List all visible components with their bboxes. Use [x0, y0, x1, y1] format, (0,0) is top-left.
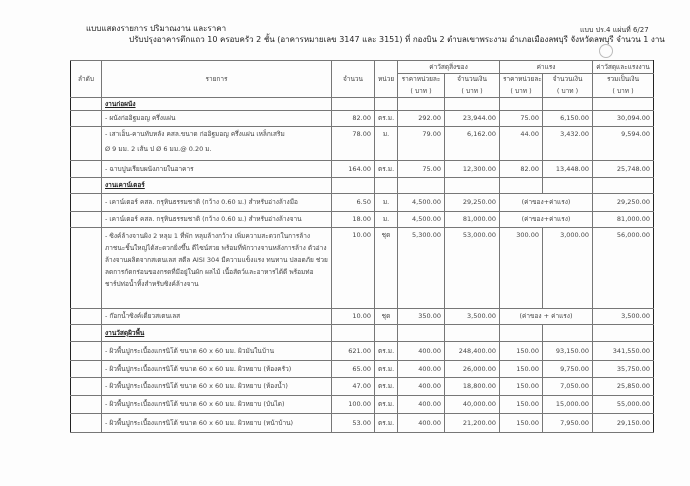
empty-cell [375, 178, 398, 194]
labor-unit-price-cell: 150.00 [500, 342, 543, 361]
header-baht: ( บาท ) [593, 86, 654, 98]
material-amount-cell: 12,300.00 [445, 161, 500, 178]
item-description: - ก๊อกน้ำซิงค์เดี่ยวสเตนเลส [102, 309, 332, 325]
section-title: งานก่อผนัง [102, 98, 332, 111]
material-amount-cell: 3,500.00 [445, 309, 500, 325]
material-unit-price-cell: 400.00 [398, 378, 445, 396]
total-cell: 29,250.00 [593, 194, 654, 212]
labor-amount-cell: 9,750.00 [543, 361, 593, 378]
header-lab-amount: จำนวนเงิน [543, 74, 593, 86]
section-title: งานเคาน์เตอร์ [102, 178, 332, 194]
row-number-cell [71, 396, 102, 414]
row-number-cell [71, 378, 102, 396]
labor-unit-price-cell: 82.00 [500, 161, 543, 178]
unit-cell: ชุด [375, 228, 398, 309]
material-unit-price-cell: 75.00 [398, 161, 445, 178]
item-description: - ผิวพื้นปูกระเบื้องแกรนิโต้ ขนาด 60 x 60 มม. ผิวหยาบ (ห้องครัว) [102, 361, 332, 378]
empty-cell [445, 178, 500, 194]
header-unit: หน่วย [375, 61, 398, 98]
bill-of-quantities-table [70, 60, 654, 433]
labor-amount-cell: 13,448.00 [543, 161, 593, 178]
header-baht: ( บาท ) [398, 86, 445, 98]
table-row [71, 378, 654, 396]
quantity-cell: 78.00 [332, 127, 375, 161]
empty-cell [375, 98, 398, 111]
labor-amount-cell: 3,000.00 [543, 228, 593, 309]
section-row [71, 178, 654, 194]
project-description: ปรับปรุงอาคารตึกแถว 10 ครอบครัว 2 ชั้น (อาคารหมายเลข 3147 และ 3151) ที่ กองบิน 2 ตำบลเขาพระงาม อำเภอเมืองลพบุรี จังหวัดลพบุรี จำนวน 1 งาน [129, 35, 665, 44]
material-amount-cell: 6,162.00 [445, 127, 500, 161]
item-description: - เคาน์เตอร์ คสล. กรุหินธรรมชาติ (กว้าง 0.60 ม.) สำหรับอ่างล้างมือ [102, 194, 332, 212]
total-cell: 35,750.00 [593, 361, 654, 378]
table-row [71, 396, 654, 414]
material-amount-cell: 29,250.00 [445, 194, 500, 212]
table-row [71, 414, 654, 433]
labor-unit-price-cell: 150.00 [500, 361, 543, 378]
quantity-cell: 164.00 [332, 161, 375, 178]
row-number-cell [71, 98, 102, 111]
section-row [71, 98, 654, 111]
header-no: ลำดับ [71, 61, 102, 98]
material-amount-cell: 53,000.00 [445, 228, 500, 309]
row-number-cell [71, 161, 102, 178]
header-baht: ( บาท ) [445, 86, 500, 98]
table-row [71, 309, 654, 325]
unit-cell: ม. [375, 212, 398, 228]
total-cell: 56,000.00 [593, 228, 654, 309]
total-cell: 55,000.00 [593, 396, 654, 414]
total-cell: 341,550.00 [593, 342, 654, 361]
quantity-cell: 6.50 [332, 194, 375, 212]
material-unit-price-cell: 292.00 [398, 111, 445, 127]
header-material-group: ค่าวัสดุสิ่งของ [398, 61, 500, 74]
quantity-cell: 65.00 [332, 361, 375, 378]
empty-cell [332, 178, 375, 194]
unit-cell: ตร.ม. [375, 342, 398, 361]
item-description [102, 127, 332, 161]
empty-cell [398, 178, 445, 194]
empty-cell [332, 98, 375, 111]
table-row [71, 342, 654, 361]
header-lab-unit-price: ราคาหน่วยละ [500, 74, 543, 86]
labor-amount-cell: 7,050.00 [543, 378, 593, 396]
labor-amount-cell: 15,000.00 [543, 396, 593, 414]
labor-amount-cell: 3,432.00 [543, 127, 593, 161]
quantity-cell: 10.00 [332, 228, 375, 309]
labor-unit-price-cell: 150.00 [500, 378, 543, 396]
labor-note-cell: (ค่าของ + ค่าแรง) [500, 309, 593, 325]
section-row [71, 325, 654, 342]
quantity-cell: 100.00 [332, 396, 375, 414]
table-row [71, 212, 654, 228]
item-description-line2: Ø 9 มม. 2 เส้น ป Ø 6 มม.@ 0.20 ม. [105, 145, 212, 153]
item-description: - เคาน์เตอร์ คสล. กรุหินธรรมชาติ (กว้าง 0.60 ม.) สำหรับอ่างล้างจาน [102, 212, 332, 228]
quantity-cell: 18.00 [332, 212, 375, 228]
empty-cell [543, 178, 593, 194]
unit-cell: ตร.ม. [375, 414, 398, 433]
labor-note-cell: (ค่าของ+ค่าแรง) [500, 212, 593, 228]
labor-unit-price-cell: 150.00 [500, 396, 543, 414]
labor-amount-cell: 7,950.00 [543, 414, 593, 433]
item-description: - ผนังก่ออิฐมอญ ครึ่งแผ่น [102, 111, 332, 127]
header-mat-amount: จำนวนเงิน [445, 74, 500, 86]
item-description: - ผิวพื้นปูกระเบื้องแกรนิโต้ ขนาด 60 x 60 มม. ผิวหยาบ (บันได) [102, 396, 332, 414]
material-unit-price-cell: 5,300.00 [398, 228, 445, 309]
material-amount-cell: 40,000.00 [445, 396, 500, 414]
empty-cell [375, 325, 398, 342]
unit-cell: ม. [375, 194, 398, 212]
item-description-line1: - เสาเอ็น-คานทับหลัง คสล.ขนาด ก่ออิฐมอญ ครึ่งแผ่น เหล็กเสริม [105, 130, 285, 138]
scan-mark-icon [599, 44, 613, 58]
labor-unit-price-cell: 300.00 [500, 228, 543, 309]
quantity-cell: 10.00 [332, 309, 375, 325]
quantity-cell: 621.00 [332, 342, 375, 361]
row-number-cell [71, 111, 102, 127]
labor-unit-price-cell: 150.00 [500, 414, 543, 433]
material-unit-price-cell: 4,500.00 [398, 194, 445, 212]
material-amount-cell: 23,944.00 [445, 111, 500, 127]
material-unit-price-cell: 350.00 [398, 309, 445, 325]
total-cell: 29,150.00 [593, 414, 654, 433]
material-unit-price-cell: 400.00 [398, 342, 445, 361]
row-number-cell [71, 309, 102, 325]
table-row [71, 161, 654, 178]
empty-cell [445, 98, 500, 111]
unit-cell: ตร.ม. [375, 396, 398, 414]
item-description: - ซิงค์ล้างจานผิง 2 หลุม 1 ที่พัก หลุมล้างกว้าง เพิ่มความสะดวกในการล้างภาชนะชิ้นใหญ่ได้สะดวกยิ่งขึ้น ดีไซน์สวย พร้อมที่พักวางจานหลังการล้าง ตัวอ่างล้างจานผลิตจากสเตนเลส สตีล AISI 304 มีความแข็งแรง ทนทาน ปลอดภัย ช่วยลดการกัดกร่อนของกรดที่มีอยู่ในผัก ผลไม้ เนื้อสัตว์และอาหารได้ดี พร้อมท่อชาร์ปท่อน้ำทิ้งสำหรับซิงค์ล้างจาน [102, 228, 332, 309]
header-item: รายการ [102, 61, 332, 98]
header-baht: ( บาท ) [500, 86, 543, 98]
empty-cell [398, 325, 445, 342]
empty-cell [332, 325, 375, 342]
empty-cell [500, 98, 543, 111]
empty-cell [445, 325, 500, 342]
table-row [71, 127, 654, 161]
total-cell: 9,594.00 [593, 127, 654, 161]
quantity-cell: 82.00 [332, 111, 375, 127]
header-qty: จำนวน [332, 61, 375, 98]
empty-cell [500, 178, 543, 194]
table-row [71, 194, 654, 212]
row-number-cell [71, 325, 102, 342]
row-number-cell [71, 342, 102, 361]
total-cell: 25,850.00 [593, 378, 654, 396]
row-number-cell [71, 414, 102, 433]
empty-cell [543, 325, 593, 342]
total-cell: 25,748.00 [593, 161, 654, 178]
labor-note-cell: (ค่าของ+ค่าแรง) [500, 194, 593, 212]
unit-cell: ตร.ม. [375, 111, 398, 127]
material-unit-price-cell: 400.00 [398, 361, 445, 378]
material-unit-price-cell: 4,500.00 [398, 212, 445, 228]
header-total-group: ค่าวัสดุและแรงงาน [593, 61, 654, 74]
header-total: รวมเป็นเงิน [593, 74, 654, 86]
section-title: งานวัสดุผิวพื้น [102, 325, 332, 342]
row-number-cell [71, 361, 102, 378]
material-amount-cell: 248,400.00 [445, 342, 500, 361]
table-row [71, 228, 654, 309]
empty-cell [593, 325, 654, 342]
material-amount-cell: 81,000.00 [445, 212, 500, 228]
row-number-cell [71, 212, 102, 228]
row-number-cell [71, 127, 102, 161]
item-description: - ผิวพื้นปูกระเบื้องแกรนิโต้ ขนาด 60 x 60 มม. ผิวมันในบ้าน [102, 342, 332, 361]
unit-cell: ชุด [375, 309, 398, 325]
row-number-cell [71, 194, 102, 212]
item-description: - ผิวพื้นปูกระเบื้องแกรนิโต้ ขนาด 60 x 60 มม. ผิวหยาบ (หน้าบ้าน) [102, 414, 332, 433]
labor-unit-price-cell: 44.00 [500, 127, 543, 161]
labor-unit-price-cell: 75.00 [500, 111, 543, 127]
item-description: - ฉาบปูนเรียบผนังภายในอาคาร [102, 161, 332, 178]
material-unit-price-cell: 400.00 [398, 414, 445, 433]
item-description: - ผิวพื้นปูกระเบื้องแกรนิโต้ ขนาด 60 x 60 มม. ผิวหยาบ (ห้องน้ำ) [102, 378, 332, 396]
form-page-number: แบบ ปร.4 แผ่นที่ 6/27 [580, 26, 649, 34]
header-mat-unit-price: ราคาหน่วยละ [398, 74, 445, 86]
material-amount-cell: 21,200.00 [445, 414, 500, 433]
empty-cell [593, 98, 654, 111]
empty-cell [593, 178, 654, 194]
row-number-cell [71, 228, 102, 309]
empty-cell [500, 325, 543, 342]
quantity-cell: 47.00 [332, 378, 375, 396]
quantity-cell: 53.00 [332, 414, 375, 433]
labor-amount-cell: 93,150.00 [543, 342, 593, 361]
total-cell: 3,500.00 [593, 309, 654, 325]
document-title: แบบแสดงรายการ ปริมาณงาน และราคา [86, 24, 227, 33]
total-cell: 30,094.00 [593, 111, 654, 127]
row-number-cell [71, 178, 102, 194]
table-row [71, 361, 654, 378]
header-baht: ( บาท ) [543, 86, 593, 98]
unit-cell: ตร.ม. [375, 161, 398, 178]
empty-cell [398, 98, 445, 111]
header-labor-group: ค่าแรง [500, 61, 593, 74]
material-unit-price-cell: 400.00 [398, 396, 445, 414]
material-unit-price-cell: 79.00 [398, 127, 445, 161]
empty-cell [543, 98, 593, 111]
unit-cell: ม. [375, 127, 398, 161]
labor-amount-cell: 6,150.00 [543, 111, 593, 127]
unit-cell: ตร.ม. [375, 378, 398, 396]
material-amount-cell: 26,000.00 [445, 361, 500, 378]
total-cell: 81,000.00 [593, 212, 654, 228]
unit-cell: ตร.ม. [375, 361, 398, 378]
table-row [71, 111, 654, 127]
material-amount-cell: 18,800.00 [445, 378, 500, 396]
